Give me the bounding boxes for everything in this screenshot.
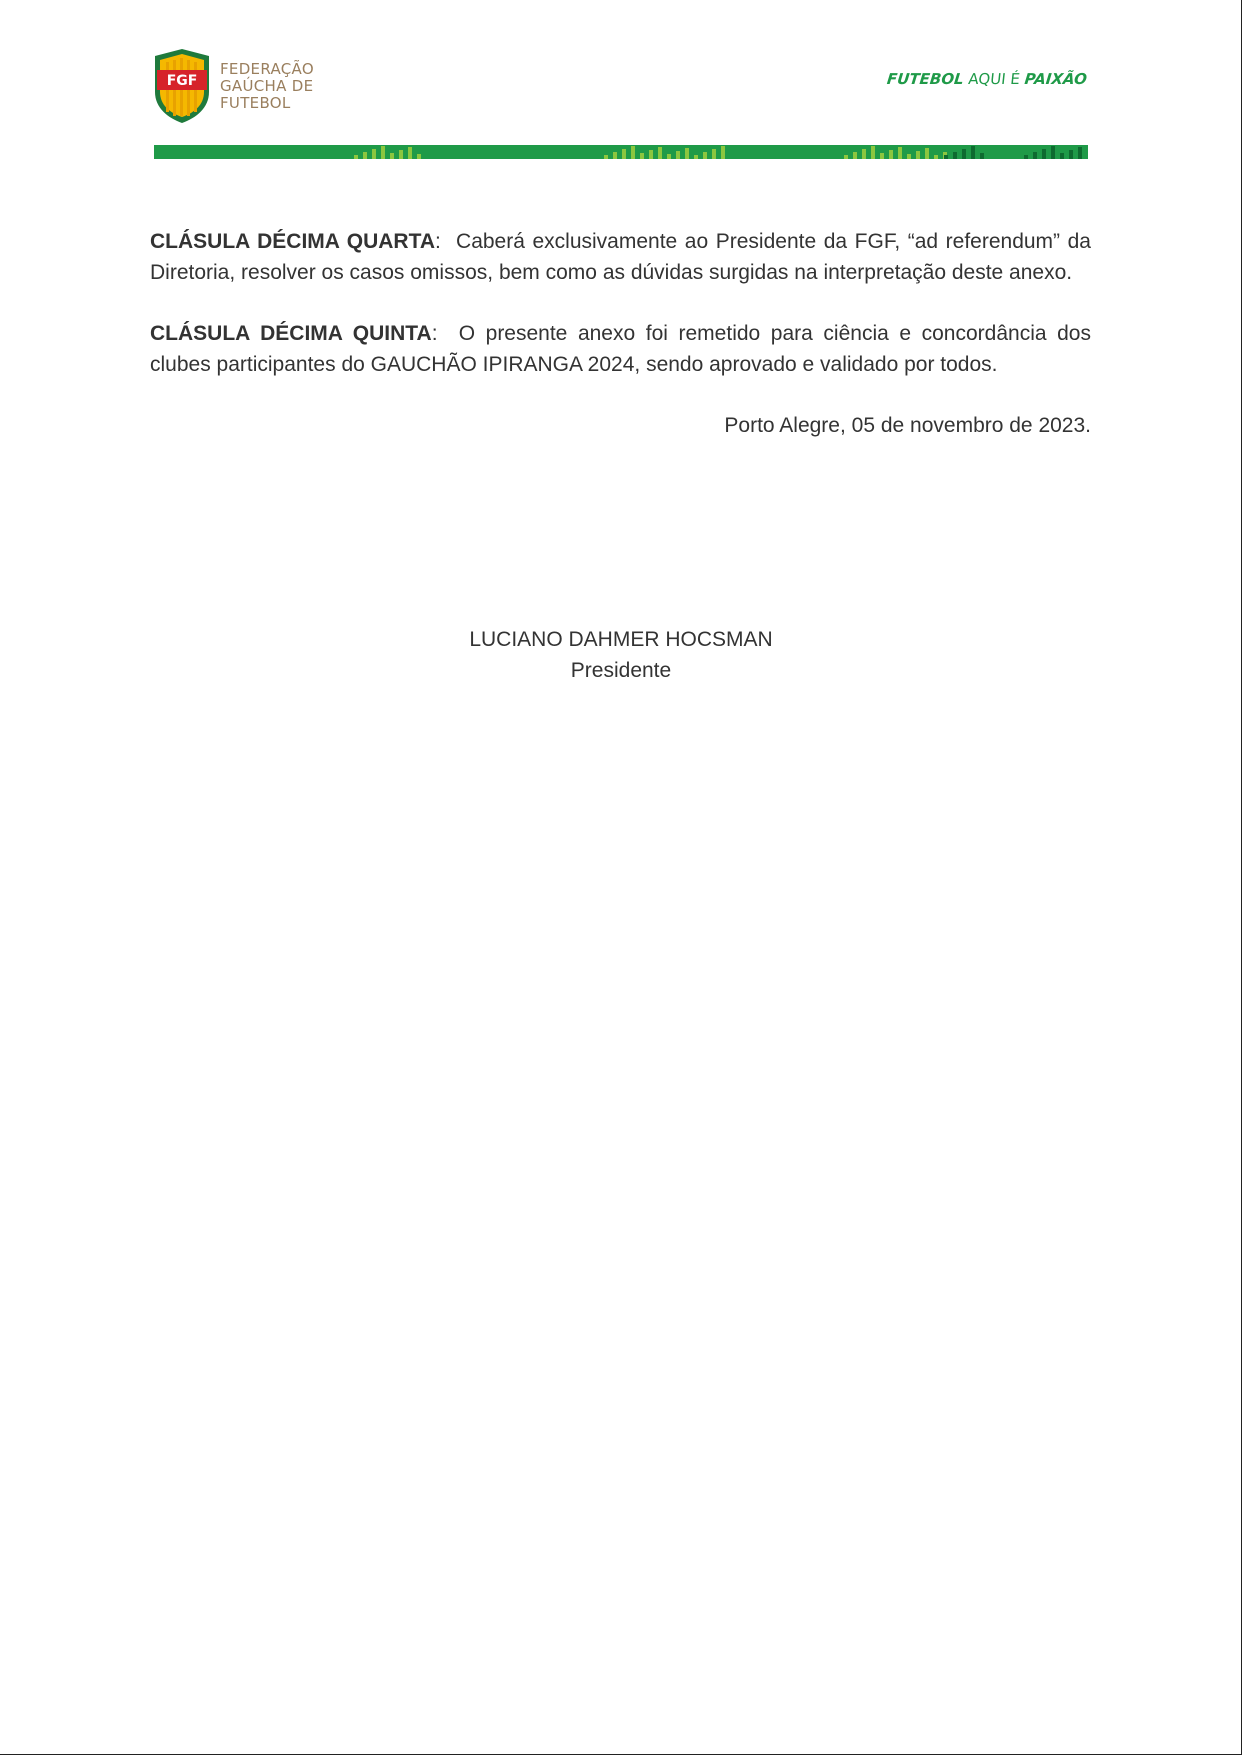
band-stripe xyxy=(712,149,716,159)
band-stripe xyxy=(980,153,984,159)
header-green-band xyxy=(154,145,1088,159)
clause-15-text: O presente anexo foi remetido para ciência e concordância dos clubes participantes do GAUCHÃO IPIRANGA 2024, sendo aprovado e validado por todos. xyxy=(150,322,1091,376)
tagline xyxy=(886,70,1088,88)
band-stripe xyxy=(399,150,403,159)
band-stripe xyxy=(916,151,920,159)
document-body xyxy=(150,226,1091,441)
band-stripe xyxy=(631,146,635,159)
band-stripe xyxy=(907,154,911,159)
band-stripe xyxy=(381,146,385,159)
logo-wordmark xyxy=(220,61,314,112)
band-stripe xyxy=(685,148,689,159)
band-stripe xyxy=(962,149,966,159)
fgf-logo xyxy=(152,48,314,124)
tagline-part-1: FUTEBOL xyxy=(886,70,965,88)
logo-line-1: FEDERAÇÃO xyxy=(220,59,314,78)
clause-14-title: CLÁSULA DÉCIMA QUARTA xyxy=(150,230,436,253)
band-stripe xyxy=(844,155,848,159)
band-stripe xyxy=(880,153,884,159)
band-stripe xyxy=(1024,155,1028,159)
band-stripe xyxy=(1033,152,1037,159)
date-line: Porto Alegre, 05 de novembro de 2023. xyxy=(724,414,1091,437)
band-stripe xyxy=(953,152,957,159)
band-stripe xyxy=(889,150,893,159)
band-stripe xyxy=(1078,147,1082,159)
band-stripe xyxy=(649,150,653,159)
band-stripe xyxy=(971,146,975,159)
clause-15-title: CLÁSULA DÉCIMA QUINTA xyxy=(150,322,432,345)
clause-14-text: Caberá exclusivamente ao Presidente da FGF, “ad referendum” da Diretoria, resolver os casos omissos, bem como as dúvidas surgidas na interpretação deste anexo. xyxy=(150,230,1091,284)
band-stripe xyxy=(363,152,367,159)
band-stripe xyxy=(862,149,866,159)
band-stripe xyxy=(613,152,617,159)
band-stripe xyxy=(1069,150,1073,159)
band-stripe xyxy=(676,151,680,159)
svg-text:FGF: FGF xyxy=(166,73,198,89)
band-stripe xyxy=(853,152,857,159)
signatory-name: LUCIANO DAHMER HOCSMAN xyxy=(469,628,773,651)
band-stripe xyxy=(604,155,608,159)
clause-14 xyxy=(150,226,1091,288)
logo-line-3: FUTEBOL xyxy=(220,93,291,112)
band-stripe xyxy=(703,152,707,159)
band-stripe xyxy=(408,147,412,159)
tagline-part-3: PAIXÃO xyxy=(1023,70,1088,88)
clause-15-separator: : xyxy=(431,322,459,345)
band-stripe xyxy=(944,155,948,159)
signature-block xyxy=(0,624,1242,686)
band-stripe xyxy=(354,155,358,159)
band-stripe xyxy=(372,149,376,159)
band-stripe xyxy=(871,146,875,159)
logo-line-2: GAÚCHA DE xyxy=(220,76,314,95)
fgf-crest-icon xyxy=(152,48,212,124)
band-stripe xyxy=(934,155,938,159)
clause-15 xyxy=(150,318,1091,380)
band-stripe xyxy=(658,147,662,159)
band-stripe xyxy=(417,154,421,159)
band-stripe xyxy=(1051,146,1055,159)
tagline-part-2: AQUI É xyxy=(967,70,1021,88)
clause-14-separator: : xyxy=(435,230,457,253)
band-stripe xyxy=(694,155,698,159)
band-stripe xyxy=(640,153,644,159)
band-stripe xyxy=(1042,149,1046,159)
band-stripe xyxy=(721,146,725,159)
band-stripe xyxy=(925,148,929,159)
band-stripe xyxy=(898,147,902,159)
band-stripe xyxy=(390,153,394,159)
band-stripe xyxy=(1060,153,1064,159)
band-stripe xyxy=(667,154,671,159)
signatory-role: Presidente xyxy=(570,659,672,682)
band-stripe xyxy=(622,149,626,159)
